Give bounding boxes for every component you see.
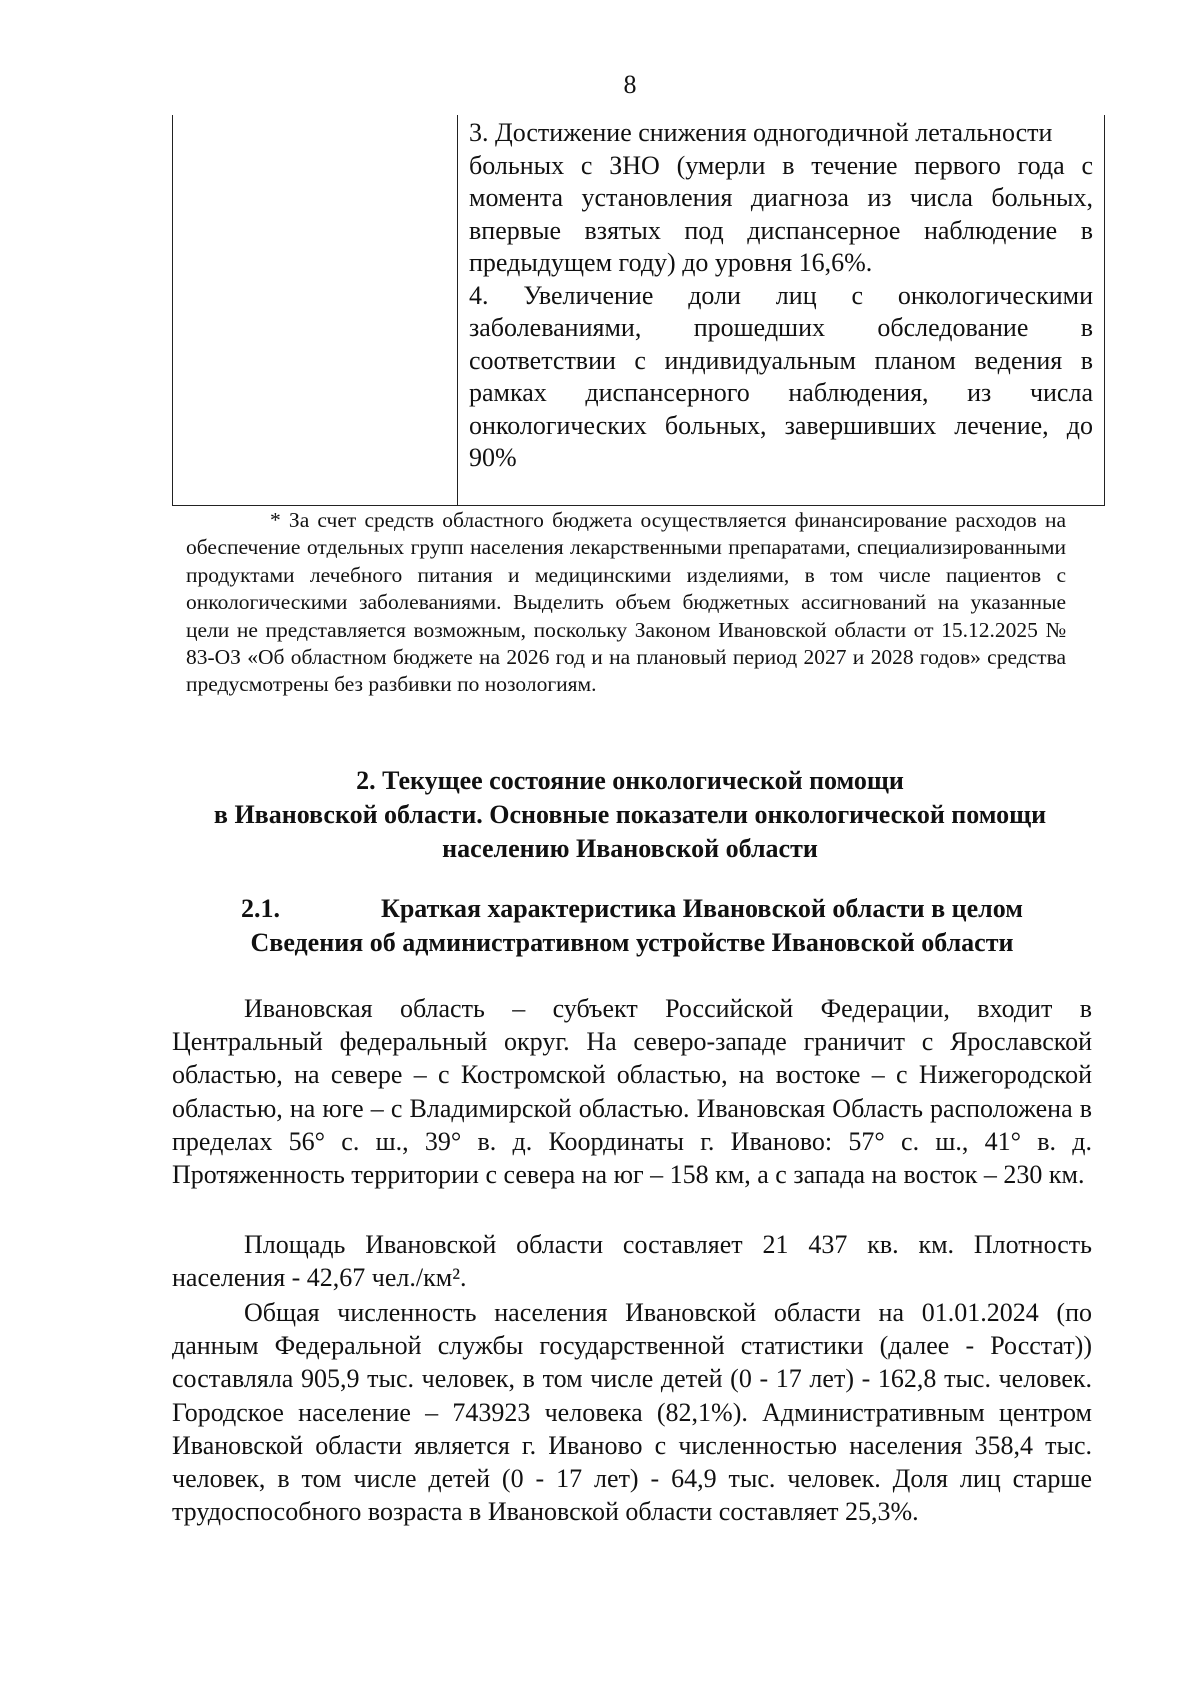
paragraph-geography: Ивановская область – субъект Российской Федерации, входит в Центральный федеральный округ. На северо-западе граничит с Ярославской областью, на севере – с Костромской областью, на востоке – с Нижегородской областью, на юге – с Владимирской областью. Ивановская Область расположена в пределах 56° с. ш., 39° в. д. Координаты г. Иваново: 57° с. ш., 41° в. д. Протяженность территории с севера на юг – 158 км, а с запада на восток – 230 км. [172,994,1092,1190]
subsection-heading-line-1 [172,892,1092,926]
subsection-number: 2.1. [240,894,280,923]
budget-footnote: * За счет средств областного бюджета осуществляется финансирование расходов на обеспечение отдельных групп населения лекарственными препаратами, специализированными продуктами лечебного питания и медицинскими изделиями, в том числе пациентов с онкологическими заболеваниями. Выделить объем бюджетных ассигнований на указанные цели не представляется возможным, поскольку Законом Ивановской области от 15.12.2025 № 83-ОЗ «Об областном бюджете на 2026 год и на плановый период 2027 и 2028 годов» средства предусмотрены без разбивки по нозологиям. [186,508,1066,697]
page-number: 8 [623,70,637,99]
subsection-heading-line-2: Сведения об административном устройстве Ивановской области [250,928,1014,957]
table-cell-goals [469,117,1093,475]
goal-item-4: 4. Увеличение доли лиц с онкологическими заболеваниями, прошедших обследование в соответствии с индивидуальным планом ведения в рамках диспансерного наблюдения, из числа онкологических больных, завершивших лечение, до 90% [469,280,1093,472]
subsection-heading [172,892,1092,960]
section-heading-line-1: 2. Текущее состояние онкологической помощи [356,766,904,795]
goal-item-3-body: больных с ЗНО (умерли в течение первого года с момента установления диагноза из числа больных, впервые взятых под диспансерное наблюдение в предыдущем году) до уровня 16,6%. [469,150,1093,277]
section-heading [150,764,1110,866]
section-heading-line-2: в Ивановской области. Основные показатели онкологической помощи [213,800,1047,829]
paragraph-area: Площадь Ивановской области составляет 21 437 кв. км. Плотность населения - 42,67 чел./км². [172,1230,1092,1293]
section-heading-line-3: населению Ивановской области [442,834,818,863]
goal-item-3-heading: 3. Достижение снижения одногодичной летальности [469,118,1053,147]
paragraph-population: Общая численность населения Ивановской области на 01.01.2024 (по данным Федеральной службы государственной статистики (далее - Росстат)) составляла 905,9 тыс. человек, в том числе детей (0 - 17 лет) - 162,8 тыс. человек. Городское население – 743923 человека (82,1%). Административным центром Ивановской области является г. Иваново с численностью населения 358,4 тыс. человек, в том числе детей (0 - 17 лет) - 64,9 тыс. человек. Доля лиц старше трудоспособного возраста в Ивановской области составляет 25,3%. [172,1298,1092,1527]
goals-table [172,115,1105,506]
table-column-divider [457,115,458,505]
subsection-title: Краткая характеристика Ивановской области в целом [380,894,1023,923]
